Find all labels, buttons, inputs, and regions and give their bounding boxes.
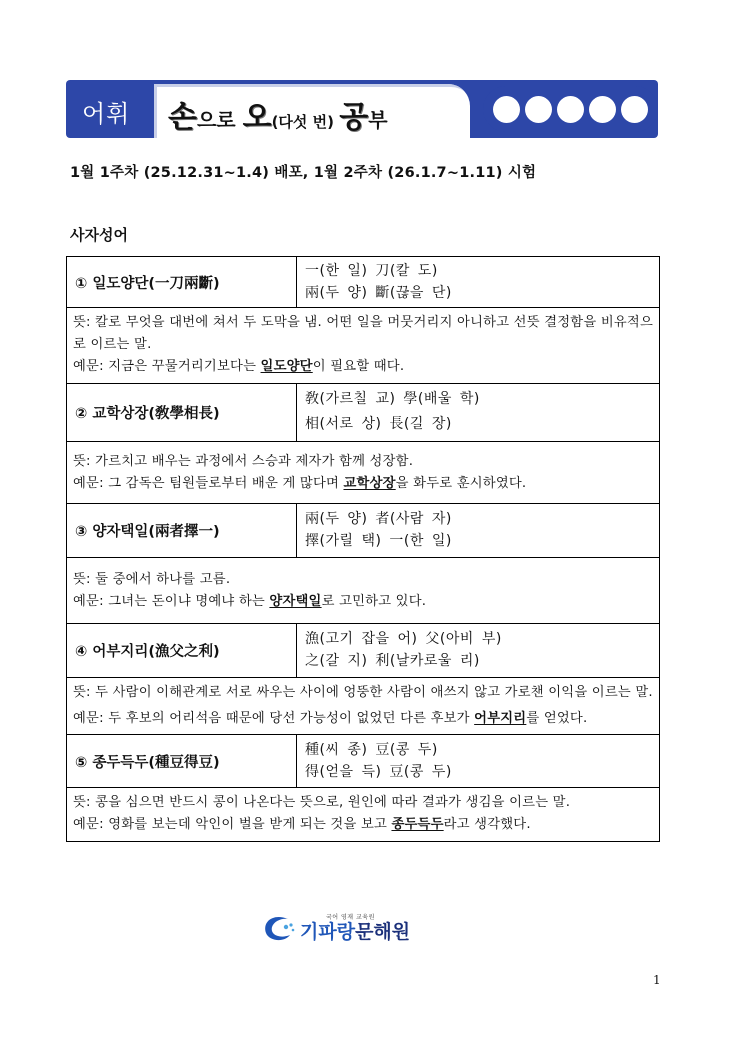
example-highlight: 일도양단 — [260, 359, 313, 374]
title-part: 부 — [368, 108, 388, 132]
vocab-entry — [67, 257, 659, 383]
vocab-entry — [67, 383, 659, 503]
entry-header — [67, 735, 659, 788]
dot-icon — [493, 96, 520, 123]
entry-body — [67, 308, 659, 383]
entry-body — [67, 558, 659, 623]
logo-name — [300, 921, 410, 943]
example-highlight: 어부지리 — [474, 711, 527, 726]
idiom-name: ④ 어부지리(漁父之利) — [67, 624, 297, 677]
entry-header — [67, 504, 659, 558]
title-part: 오 — [242, 100, 272, 135]
title-part: 공 — [339, 100, 369, 135]
hanja-line: 相(서로 상) 長(길 장) — [305, 416, 452, 432]
hanja-breakdown — [297, 384, 659, 441]
entry-header — [67, 257, 659, 308]
logo-text — [300, 912, 410, 943]
dot-icon — [621, 96, 648, 123]
example-highlight: 양자택일 — [269, 594, 322, 609]
example-text — [73, 356, 653, 378]
dot-icon — [525, 96, 552, 123]
logo-subtitle: 국어 영재 교육원 — [326, 914, 375, 921]
hanja-breakdown — [297, 735, 659, 787]
meaning-text: 뜻: 칼로 무엇을 대번에 쳐서 두 도막을 냄. 어떤 일을 머뭇거리지 아니하고 선뜻 결정함을 비유적으로 이르는 말. — [73, 315, 653, 352]
hanja-line: 擇(가릴 택) 一(한 일) — [305, 533, 452, 549]
example-text — [73, 706, 653, 732]
vocab-entry — [67, 623, 659, 734]
logo-name-part: 문해원 — [355, 921, 411, 943]
hanja-breakdown — [297, 624, 659, 677]
entry-body — [67, 678, 659, 734]
vocab-table — [66, 256, 660, 842]
example-prefix: 예문: 그 감독은 팀원들로부터 배운 게 많다며 — [73, 476, 344, 491]
example-prefix: 예문: 그녀는 돈이냐 명예냐 하는 — [73, 594, 270, 609]
hanja-line: 敎(가르칠 교) 學(배울 학) — [305, 391, 480, 407]
example-text — [73, 473, 653, 495]
title-part: (다섯 번) — [271, 113, 340, 131]
title-part: 으로 — [196, 108, 243, 132]
brand-logo — [260, 912, 410, 943]
idiom-name: ③ 양자택일(兩者擇一) — [67, 504, 297, 557]
page-title — [168, 92, 388, 136]
idiom-name: ② 교학상장(敎學相長) — [67, 384, 297, 441]
example-suffix: 을 화두로 훈시하였다. — [395, 476, 527, 491]
example-suffix: 이 필요할 때다. — [312, 359, 405, 374]
schedule-text: 1월 1주차 (25.12.31~1.4) 배포, 1월 2주차 (26.1.7~1.11) 시험 — [70, 165, 537, 181]
example-suffix: 라고 생각했다. — [443, 817, 531, 832]
example-suffix: 로 고민하고 있다. — [321, 594, 427, 609]
idiom-name: ① 일도양단(一刀兩斷) — [67, 257, 297, 307]
meaning-text: 뜻: 두 사람이 이해관계로 서로 싸우는 사이에 엉뚱한 사람이 애쓰지 않고 가로챈 이익을 이르는 말. — [73, 685, 653, 700]
vocab-entry — [67, 503, 659, 623]
vocab-entry — [67, 734, 659, 841]
idiom-name: ⑤ 종두득두(種豆得豆) — [67, 735, 297, 787]
example-text — [73, 814, 653, 836]
example-prefix: 예문: 지금은 꾸물거리기보다는 — [73, 359, 261, 374]
hanja-line: 漁(고기 잡을 어) 父(아비 부) — [305, 631, 502, 647]
entry-body — [67, 442, 659, 503]
entry-header — [67, 624, 659, 678]
example-highlight: 종두득두 — [391, 817, 444, 832]
hanja-line: 之(갈 지) 利(날카로울 리) — [305, 653, 480, 669]
example-prefix: 예문: 두 후보의 어리석음 때문에 당선 가능성이 없었던 다른 후보가 — [73, 711, 475, 726]
progress-dots — [483, 86, 658, 132]
meaning-text: 뜻: 둘 중에서 하나를 고름. — [73, 572, 231, 587]
dot-icon — [589, 96, 616, 123]
logo-swirl-icon — [260, 913, 296, 943]
hanja-line: 得(얻을 득) 豆(콩 두) — [305, 764, 452, 780]
meaning-text: 뜻: 콩을 심으면 반드시 콩이 나온다는 뜻으로, 원인에 따라 결과가 생김을 이르는 말. — [73, 795, 571, 810]
example-text — [73, 591, 653, 613]
entry-header — [67, 384, 659, 442]
example-prefix: 예문: 영화를 보는데 악인이 벌을 받게 되는 것을 보고 — [73, 817, 392, 832]
hanja-breakdown — [297, 504, 659, 557]
section-title: 사자성어 — [70, 226, 128, 244]
example-suffix: 를 얻었다. — [526, 711, 588, 726]
hanja-line: 兩(두 양) 者(사람 자) — [305, 511, 452, 527]
meaning-text: 뜻: 가르치고 배우는 과정에서 스승과 제자가 함께 성장함. — [73, 454, 414, 469]
example-highlight: 교학상장 — [343, 476, 396, 491]
hanja-line: 一(한 일) 刀(칼 도) — [305, 263, 438, 279]
page-number: 1 — [653, 973, 661, 987]
hanja-line: 種(씨 종) 豆(콩 두) — [305, 742, 438, 758]
category-label: 어휘 — [82, 100, 131, 128]
hanja-breakdown — [297, 257, 659, 307]
title-part: 손 — [168, 100, 197, 135]
entry-body — [67, 788, 659, 841]
hanja-line: 兩(두 양) 斷(끊을 단) — [305, 285, 452, 301]
logo-name-part: 기파랑 — [300, 921, 356, 943]
dot-icon — [557, 96, 584, 123]
